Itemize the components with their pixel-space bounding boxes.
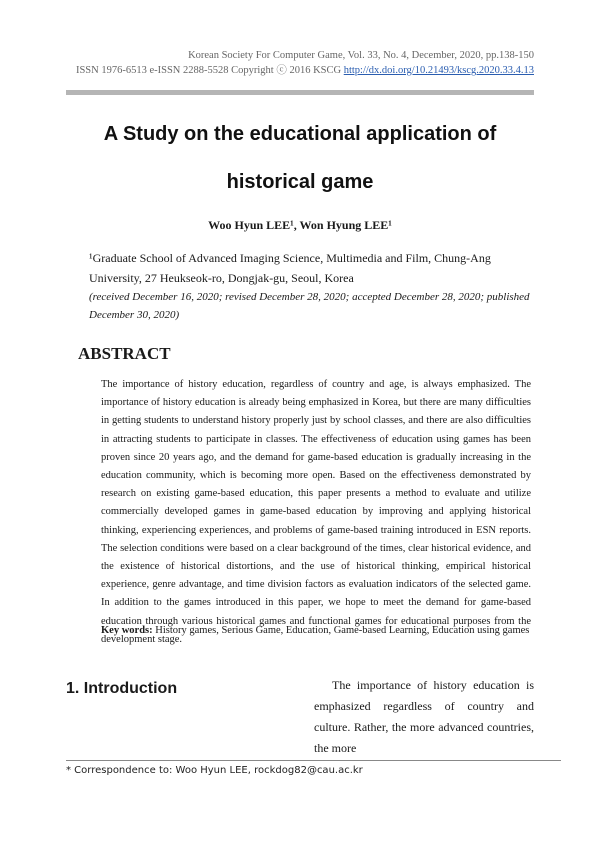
issn-text: ISSN 1976-6513 e-ISSN 2288-5528 Copyright ⓒ 2016 KSCG [75, 65, 344, 76]
doi-link[interactable]: http://dx.doi.org/10.21493/kscg.2020.33.4.13 [343, 65, 534, 76]
paper-title: A Study on the educational application of historical game [103, 123, 497, 193]
affiliation: ¹Graduate School of Advanced Imaging Science, Multimedia and Film, Chung-Ang University, 27 Heukseok-ro, Dongjak-gu, Seoul, Korea [89, 251, 491, 285]
journal-citation: Korean Society For Computer Game, Vol. 33, No. 4, December, 2020, pp.138-150 [188, 50, 534, 61]
keywords [101, 625, 541, 636]
header-rule [66, 90, 534, 95]
section-heading-introduction: 1. Introduction [66, 680, 178, 697]
correspondence-footnote: * Correspondence to: Woo Hyun LEE, rockdog82@cau.ac.kr [66, 765, 363, 776]
keywords-text: History games, Serious Game, Education, Game-based Learning, Education using games [152, 625, 530, 636]
footnote-rule [66, 760, 561, 761]
journal-header [76, 48, 534, 78]
keywords-label: Key words: [101, 625, 153, 636]
journal-issn-line [76, 63, 534, 78]
abstract-body: The importance of history education, regardless of country and age, is always emphasized. The importance of history education is already being emphasized in Korea, but there are many difficulties in getting students to understand history properly just by school classes, and there are also difficulties in attracting students to participate in classes. The effectiveness of education using games has been proven since 20 years ago, and the demand for game-based education is gradually increasing in the education community, which is becoming more open. Based on the effectiveness demonstrated by research on existing game-based education, this paper presents a method to evaluate and utilize commercially developed games in game-based education by improving and applying historical thinking, experiencing experiences, and problems of game-based training introduced in ESN reports. The selection conditions were based on a clear background of the times, clear historical evidence, and the existence of historical distortions, and the use of historical thinking, empirical historical experience, genre advantage, and time division factors as evaluation indicators of the selected game. In addition to the games introduced in this paper, we hope to meet the demand for game-based education through various historical games and functional games for educational purposes from the development stage. [101, 379, 531, 645]
introduction-text: The importance of history education is emphasized regardless of country and culture. Rather, the more advanced countries, the more [314, 678, 534, 755]
author-list: Woo Hyun LEE¹, Won Hyung LEE¹ [208, 218, 392, 232]
received-dates: (received December 16, 2020; revised December 28, 2020; accepted December 28, 2020; published December 30, 2020) [89, 291, 530, 321]
abstract-heading: ABSTRACT [78, 344, 171, 363]
